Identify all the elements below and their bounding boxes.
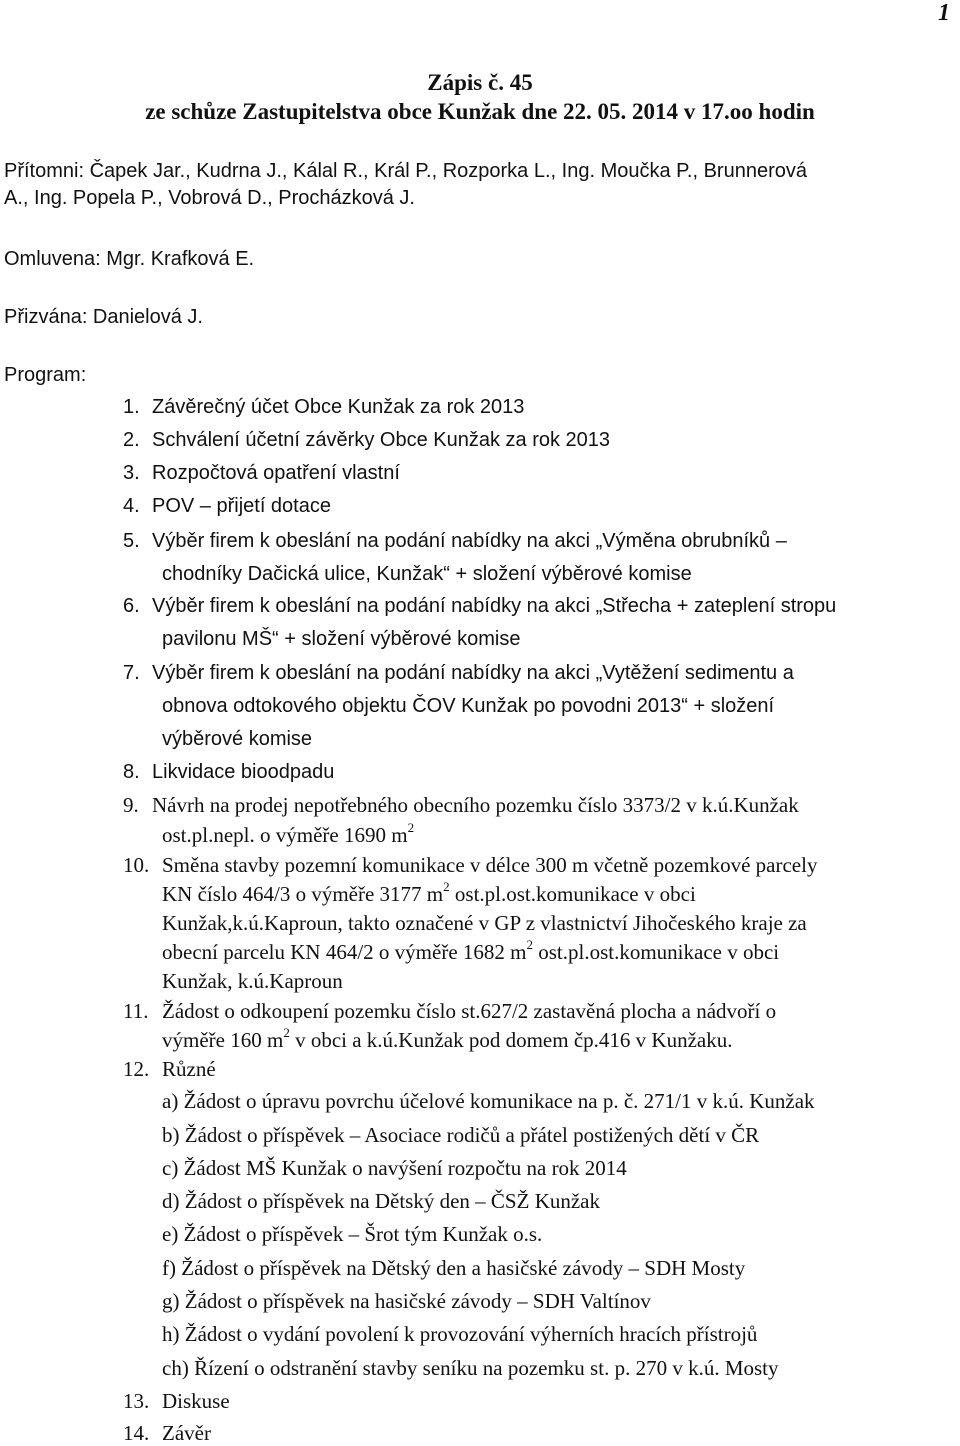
- program-item-text: Návrh na prodej nepotřebného obecního pozemku číslo 3373/2 v k.ú.Kunžak: [152, 793, 799, 817]
- program-item-text: Žádost o odkoupení pozemku číslo st.627/2 zastavěná plocha a nádvoří o: [162, 999, 777, 1023]
- program-item-number: 13.: [123, 1389, 150, 1413]
- program-item-number: 10.: [123, 853, 150, 877]
- program-item-text-cont: Kunžak, k.ú.Kaproun: [162, 969, 343, 993]
- program-item-text-cont: obecní parcelu KN 464/2 o výměře 1682 $m^2$ ost.pl.ost.komunikace v obci: [162, 937, 780, 964]
- program-item-number: 6.: [123, 595, 140, 617]
- program-item: [123, 1057, 216, 1082]
- program-item: [123, 793, 799, 847]
- program-item-text: Různé: [162, 1057, 216, 1081]
- program-item-number: 1.: [123, 396, 140, 418]
- program-item-number: 7.: [123, 662, 140, 684]
- program-subitem: d) Žádost o příspěvek na Dětský den – ČSŽ Kunžak: [162, 1189, 600, 1213]
- program-item-text: POV – přijetí dotace: [152, 495, 331, 517]
- program-item-text: Závěrečný účet Obce Kunžak za rok 2013: [152, 396, 525, 418]
- program-item: [123, 1389, 230, 1414]
- program-item-number: 9.: [123, 793, 139, 817]
- program-item: [123, 429, 611, 452]
- program-item-text: Likvidace bioodpadu: [152, 761, 335, 783]
- program-item-text: Směna stavby pozemní komunikace v délce 300 m včetně pozemkové parcely: [162, 853, 818, 877]
- program-item: [123, 595, 837, 650]
- program-item-text-cont: obnova odtokového objektu ČOV Kunžak po povodni 2013“ + složení: [162, 695, 775, 717]
- program-item-number: 4.: [123, 495, 140, 517]
- program-item-number: 2.: [123, 429, 140, 451]
- program-item-text-cont: chodníky Dačická ulice, Kunžak“ + složení výběrové komise: [162, 563, 692, 585]
- program-subitem: f) Žádost o příspěvek na Dětský den a hasičské závody – SDH Mosty: [162, 1256, 746, 1280]
- document-title: Zápis č. 45: [427, 70, 533, 95]
- program-item-number: 5.: [123, 530, 140, 552]
- program-item-text: Výběr firem k obeslání na podání nabídky na akci „Vytěžení sedimentu a: [152, 662, 794, 684]
- program-subitem: c) Žádost MŠ Kunžak o navýšení rozpočtu na rok 2014: [162, 1156, 627, 1180]
- program-item: [123, 1421, 211, 1446]
- program-item-text-cont: pavilonu MŠ“ + složení výběrové komise: [162, 628, 521, 650]
- program-item: [123, 462, 400, 485]
- program-item-text: Schválení účetní závěrky Obce Kunžak za rok 2013: [152, 429, 611, 451]
- program-subitem: g) Žádost o příspěvek na hasičské závody – SDH Valtínov: [162, 1289, 651, 1313]
- program-item-text-cont: Kunžak,k.ú.Kaproun, takto označené v GP z vlastnictví Jihočeského kraje za: [162, 911, 807, 935]
- program-item-text-cont: ost.pl.nepl. o výměře 1690 $m^2$: [162, 820, 415, 847]
- program-item-text: Závěr: [162, 1421, 211, 1445]
- program-item: [123, 662, 794, 750]
- program-item-text: Výběr firem k obeslání na podání nabídky na akci „Výměna obrubníků –: [152, 530, 787, 552]
- program-item: [123, 530, 787, 585]
- program-subitem: ch) Řízení o odstranění stavby seníku na pozemku st. p. 270 v k.ú. Mosty: [162, 1356, 779, 1380]
- page-number: 1: [938, 0, 950, 26]
- document-subtitle: ze schůze Zastupitelstva obce Kunžak dne 22. 05. 2014 v 17.oo hodin: [145, 99, 815, 124]
- program-item: [123, 853, 818, 993]
- program-item-text: Diskuse: [162, 1389, 230, 1413]
- program-item-number: 3.: [123, 462, 140, 484]
- program-item-number: 8.: [123, 761, 140, 783]
- program-item-number: 14.: [123, 1421, 150, 1445]
- program-subitem: e) Žádost o příspěvek – Šrot tým Kunžak o.s.: [162, 1222, 543, 1246]
- program-item-text-cont: KN číslo 464/3 o výměře 3177 $m^2$ ost.pl.ost.komunikace v obci: [162, 879, 696, 906]
- program-item-text-cont: výměře 160 $m^2$ v obci a k.ú.Kunžak pod domem čp.416 v Kunžaku.: [162, 1025, 733, 1052]
- attendance-present-line-1: Přítomni: Čapek Jar., Kudrna J., Kálal R., Král P., Rozporka L., Ing. Moučka P., Brunnerová: [4, 160, 807, 182]
- program-subitem: a) Žádost o úpravu povrchu účelové komunikace na p. č. 271/1 v k.ú. Kunžak: [162, 1089, 815, 1113]
- program-subitem: h) Žádost o vydání povolení k provozování výherních hracích přístrojů: [162, 1322, 758, 1346]
- attendance-excused: Omluvena: Mgr. Krafková E.: [4, 248, 255, 270]
- program-item-number: 12.: [123, 1057, 150, 1081]
- program-item-text: Rozpočtová opatření vlastní: [152, 462, 400, 484]
- program-subitem: b) Žádost o příspěvek – Asociace rodičů a přátel postižených dětí v ČR: [162, 1123, 760, 1147]
- attendance-invited: Přizvána: Danielová J.: [4, 306, 203, 328]
- program-label: Program:: [4, 364, 87, 386]
- attendance-present-line-2: A., Ing. Popela P., Vobrová D., Procházková J.: [4, 187, 415, 209]
- program-item: [123, 761, 335, 784]
- program-item-text: Výběr firem k obeslání na podání nabídky na akci „Střecha + zateplení stropu: [152, 595, 837, 617]
- program-item-text-cont: výběrové komise: [162, 728, 313, 750]
- program-item-number: 11.: [123, 999, 149, 1023]
- program-item: [123, 396, 525, 419]
- program-item: [123, 999, 777, 1052]
- program-item: [123, 495, 331, 518]
